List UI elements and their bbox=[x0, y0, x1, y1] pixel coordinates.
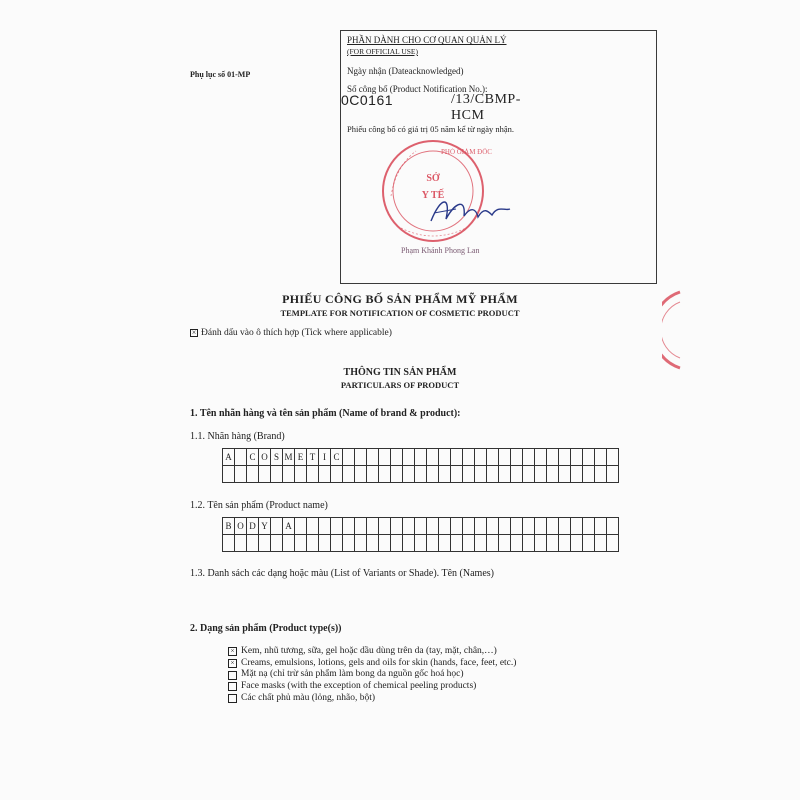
stamp-text-1: PHÓ GIÁM ĐỐC bbox=[441, 148, 492, 156]
brand-grid-cell bbox=[391, 449, 403, 466]
product-grid-cell bbox=[559, 518, 571, 535]
brand-grid-cell bbox=[427, 449, 439, 466]
brand-grid-cell bbox=[295, 466, 307, 483]
notification-number-right: /13/CBMP-HCM bbox=[451, 92, 521, 123]
product-grid-cell bbox=[439, 518, 451, 535]
brand-grid-cell bbox=[499, 449, 511, 466]
brand-grid-cell bbox=[403, 449, 415, 466]
product-grid-cell bbox=[379, 535, 391, 552]
product-grid-cell bbox=[295, 535, 307, 552]
brand-grid-cell bbox=[511, 466, 523, 483]
product-grid-cell bbox=[571, 535, 583, 552]
product-type-label: Kem, nhũ tương, sữa, gel hoặc dầu dùng trên da (tay, mặt, chân,…) bbox=[241, 646, 497, 656]
product-type-item bbox=[228, 669, 516, 681]
brand-grid-cell bbox=[319, 466, 331, 483]
product-grid-cell bbox=[511, 518, 523, 535]
brand-grid-cell bbox=[379, 466, 391, 483]
official-box-title: PHẦN DÀNH CHO CƠ QUAN QUẢN LÝ bbox=[347, 35, 507, 45]
product-grid-cell bbox=[343, 518, 355, 535]
document-title-en: TEMPLATE FOR NOTIFICATION OF COSMETIC PRODUCT bbox=[280, 308, 520, 318]
brand-grid-cell bbox=[523, 466, 535, 483]
product-grid-cell bbox=[475, 518, 487, 535]
product-grid-cell bbox=[223, 535, 235, 552]
brand-grid-cell bbox=[487, 466, 499, 483]
product-grid-cell bbox=[475, 535, 487, 552]
product-type-label: Mặt nạ (chỉ trừ sản phẩm làm bong da nguồn gốc hoá học) bbox=[241, 669, 464, 680]
brand-grid-cell: C bbox=[331, 449, 343, 466]
product-grid-cell bbox=[427, 535, 439, 552]
product-grid-cell bbox=[331, 535, 343, 552]
product-grid-cell bbox=[355, 518, 367, 535]
checked-box-icon: × bbox=[228, 647, 237, 656]
product-grid-cell bbox=[523, 518, 535, 535]
brand-grid-cell bbox=[463, 449, 475, 466]
product-grid-cell bbox=[571, 518, 583, 535]
brand-grid-cell bbox=[439, 466, 451, 483]
product-grid-cell: B bbox=[223, 518, 235, 535]
product-grid-cell bbox=[487, 535, 499, 552]
product-grid-cell bbox=[427, 518, 439, 535]
brand-grid-cell: C bbox=[247, 449, 259, 466]
product-grid-cell: Y bbox=[259, 518, 271, 535]
brand-grid-cell bbox=[475, 449, 487, 466]
checked-box-icon: × bbox=[228, 659, 237, 668]
product-grid-cell bbox=[511, 535, 523, 552]
brand-grid-cell bbox=[451, 449, 463, 466]
tick-note-checkbox-icon: × bbox=[191, 328, 197, 337]
brand-grid-cell bbox=[523, 449, 535, 466]
section2-heading: 2. Dạng sản phẩm (Product type(s)) bbox=[190, 623, 342, 634]
brand-grid-cell bbox=[559, 449, 571, 466]
product-grid-cell: D bbox=[247, 518, 259, 535]
brand-grid-cell bbox=[475, 466, 487, 483]
stamp-text-2: SỞ bbox=[426, 173, 440, 184]
product-grid-cell bbox=[607, 518, 619, 535]
product-grid-cell bbox=[403, 518, 415, 535]
document-title: PHIẾU CÔNG BỐ SẢN PHẨM MỸ PHẨM bbox=[282, 292, 518, 306]
product-name-grid bbox=[222, 517, 619, 552]
product-grid-cell bbox=[307, 535, 319, 552]
section-title-en: PARTICULARS OF PRODUCT bbox=[340, 380, 460, 390]
product-grid-cell bbox=[415, 535, 427, 552]
product-type-item bbox=[228, 693, 516, 705]
product-grid-cell bbox=[559, 535, 571, 552]
brand-grid-cell bbox=[223, 466, 235, 483]
brand-grid-cell bbox=[427, 466, 439, 483]
product-grid-cell bbox=[451, 518, 463, 535]
brand-grid-cell: O bbox=[259, 449, 271, 466]
brand-grid-cell bbox=[367, 449, 379, 466]
empty-checkbox-icon bbox=[228, 671, 237, 680]
brand-grid-cell: S bbox=[271, 449, 283, 466]
brand-grid-cell bbox=[547, 449, 559, 466]
brand-grid-cell bbox=[331, 466, 343, 483]
brand-grid-cell bbox=[571, 466, 583, 483]
product-type-item bbox=[228, 646, 516, 658]
brand-grid-cell bbox=[499, 466, 511, 483]
product-type-label: Creams, emulsions, lotions, gels and oils for skin (hands, face, feet, etc.) bbox=[241, 657, 517, 668]
brand-grid-cell: T bbox=[307, 449, 319, 466]
product-type-item bbox=[228, 681, 516, 693]
product-grid-cell: O bbox=[235, 518, 247, 535]
product-grid-row bbox=[223, 518, 619, 535]
variants-label: 1.3. Danh sách các dạng hoặc màu (List of Variants or Shade). Tên (Names) bbox=[190, 568, 494, 579]
brand-grid-cell bbox=[355, 449, 367, 466]
signature bbox=[426, 191, 516, 231]
brand-grid-cell bbox=[343, 466, 355, 483]
empty-checkbox-icon bbox=[228, 694, 237, 703]
official-box-subtitle: (FOR OFFICIAL USE) bbox=[347, 47, 418, 56]
tick-note-text: Đánh dấu vào ô thích hợp (Tick where applicable) bbox=[201, 328, 392, 338]
brand-grid-cell bbox=[235, 466, 247, 483]
product-grid-cell bbox=[235, 535, 247, 552]
brand-grid-cell bbox=[415, 449, 427, 466]
product-grid-cell bbox=[415, 518, 427, 535]
brand-grid-row bbox=[223, 449, 619, 466]
product-grid-cell bbox=[451, 535, 463, 552]
product-grid-cell bbox=[271, 518, 283, 535]
brand-grid-cell bbox=[559, 466, 571, 483]
brand-grid-cell bbox=[367, 466, 379, 483]
notification-number-left: 0C0161 bbox=[341, 92, 394, 108]
product-grid-cell bbox=[607, 535, 619, 552]
product-grid-cell bbox=[439, 535, 451, 552]
tick-note bbox=[190, 328, 392, 338]
validity-note: Phiếu công bố có giá trị 05 năm kể từ ngày nhận. bbox=[347, 124, 515, 134]
product-grid-cell bbox=[367, 518, 379, 535]
product-type-label: Các chất phủ màu (lỏng, nhão, bột) bbox=[241, 692, 376, 703]
product-grid-cell bbox=[271, 535, 283, 552]
brand-grid-cell bbox=[271, 466, 283, 483]
product-name-label: 1.2. Tên sản phẩm (Product name) bbox=[190, 500, 328, 511]
appendix-label: Phụ lục số 01-MP bbox=[190, 70, 251, 79]
brand-grid-cell bbox=[283, 466, 295, 483]
section-title: THÔNG TIN SẢN PHẨM bbox=[343, 367, 457, 378]
product-type-list bbox=[228, 646, 516, 705]
signer-name: Phạm Khánh Phong Lan bbox=[401, 246, 480, 255]
product-type-label: Face masks (with the exception of chemical peeling products) bbox=[241, 681, 477, 692]
brand-grid-cell: E bbox=[295, 449, 307, 466]
brand-grid-cell bbox=[235, 449, 247, 466]
official-use-box bbox=[340, 30, 657, 284]
product-grid-cell bbox=[523, 535, 535, 552]
product-grid-cell bbox=[331, 518, 343, 535]
brand-grid-cell bbox=[535, 466, 547, 483]
product-grid-cell: A bbox=[283, 518, 295, 535]
brand-grid-cell bbox=[343, 449, 355, 466]
brand-grid-cell bbox=[355, 466, 367, 483]
product-grid-cell bbox=[247, 535, 259, 552]
brand-grid-row bbox=[223, 466, 619, 483]
product-grid-cell bbox=[487, 518, 499, 535]
product-grid-cell bbox=[583, 518, 595, 535]
product-grid-cell bbox=[595, 518, 607, 535]
brand-label: 1.1. Nhãn hàng (Brand) bbox=[190, 431, 285, 442]
product-grid-cell bbox=[283, 535, 295, 552]
product-grid-cell bbox=[535, 535, 547, 552]
brand-grid-cell bbox=[571, 449, 583, 466]
product-grid-cell bbox=[535, 518, 547, 535]
product-grid-cell bbox=[547, 518, 559, 535]
brand-grid bbox=[222, 448, 619, 483]
brand-grid-cell bbox=[595, 466, 607, 483]
notification-number-label: Số công bố (Product Notification No.): bbox=[347, 84, 488, 94]
product-grid-cell bbox=[367, 535, 379, 552]
product-type-item bbox=[228, 658, 516, 670]
product-grid-cell bbox=[547, 535, 559, 552]
brand-grid-cell bbox=[583, 449, 595, 466]
product-grid-cell bbox=[463, 535, 475, 552]
brand-grid-cell bbox=[439, 449, 451, 466]
product-grid-cell bbox=[595, 535, 607, 552]
brand-grid-cell bbox=[607, 466, 619, 483]
brand-grid-cell bbox=[451, 466, 463, 483]
brand-grid-cell bbox=[259, 466, 271, 483]
empty-checkbox-icon bbox=[228, 682, 237, 691]
product-grid-cell bbox=[319, 518, 331, 535]
product-grid-cell bbox=[403, 535, 415, 552]
product-grid-cell bbox=[379, 518, 391, 535]
brand-grid-cell bbox=[403, 466, 415, 483]
brand-grid-cell bbox=[379, 449, 391, 466]
brand-grid-cell: I bbox=[319, 449, 331, 466]
stamp-text-3: Y TẾ bbox=[421, 190, 445, 201]
product-grid-cell bbox=[319, 535, 331, 552]
product-grid-cell bbox=[295, 518, 307, 535]
brand-grid-cell bbox=[391, 466, 403, 483]
product-grid-cell bbox=[391, 518, 403, 535]
brand-grid-cell bbox=[415, 466, 427, 483]
product-grid-cell bbox=[499, 535, 511, 552]
brand-grid-cell bbox=[547, 466, 559, 483]
product-grid-cell bbox=[355, 535, 367, 552]
brand-grid-cell bbox=[607, 449, 619, 466]
date-acknowledged-label: Ngày nhận (Dateacknowledged) bbox=[347, 66, 464, 76]
product-grid-row bbox=[223, 535, 619, 552]
brand-grid-cell bbox=[247, 466, 259, 483]
product-grid-cell bbox=[499, 518, 511, 535]
brand-grid-cell bbox=[583, 466, 595, 483]
product-grid-cell bbox=[343, 535, 355, 552]
brand-grid-cell bbox=[487, 449, 499, 466]
section1-heading: 1. Tên nhãn hàng và tên sản phẩm (Name of brand & product): bbox=[190, 408, 461, 419]
brand-grid-cell: A bbox=[223, 449, 235, 466]
brand-grid-cell bbox=[595, 449, 607, 466]
brand-grid-cell: M bbox=[283, 449, 295, 466]
brand-grid-cell bbox=[535, 449, 547, 466]
product-grid-cell bbox=[259, 535, 271, 552]
brand-grid-cell bbox=[307, 466, 319, 483]
brand-grid-cell bbox=[463, 466, 475, 483]
product-grid-cell bbox=[583, 535, 595, 552]
product-grid-cell bbox=[463, 518, 475, 535]
product-grid-cell bbox=[391, 535, 403, 552]
product-grid-cell bbox=[307, 518, 319, 535]
brand-grid-cell bbox=[511, 449, 523, 466]
